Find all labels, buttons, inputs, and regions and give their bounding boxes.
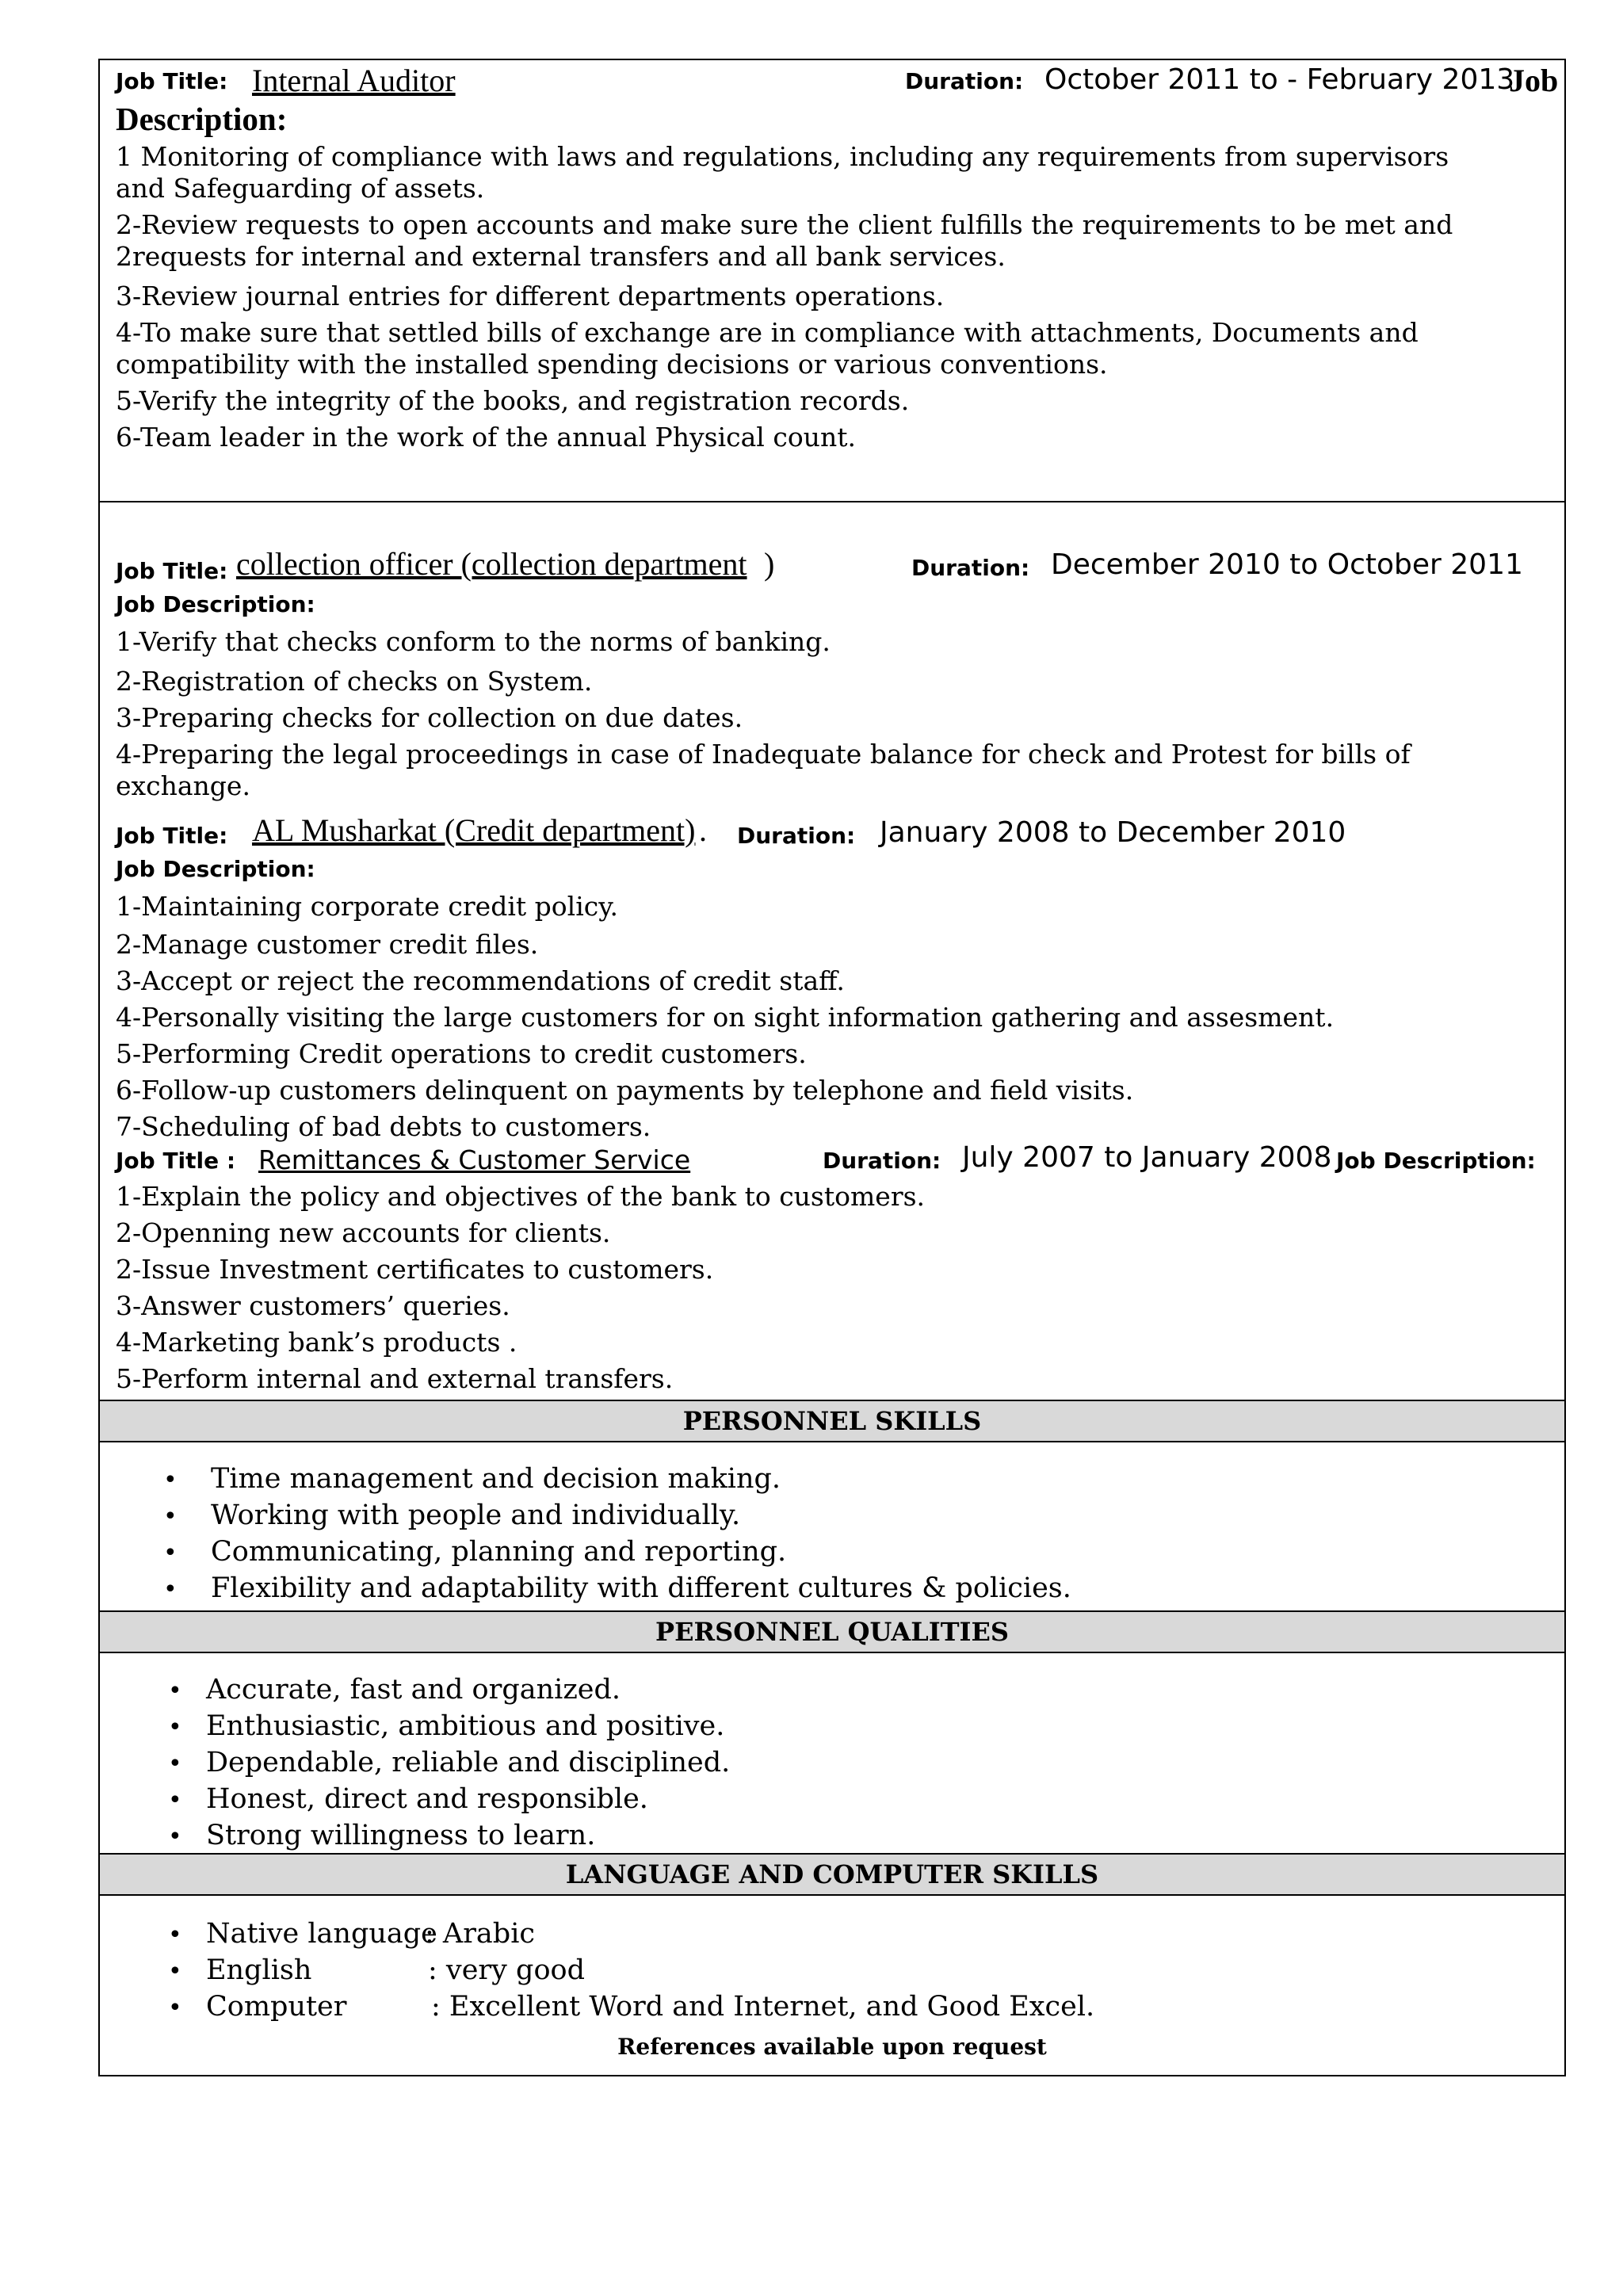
bullet-icon: •	[168, 1823, 182, 1851]
bullet-icon: •	[168, 1786, 182, 1814]
job-description-line: 6-Team leader in the work of the annual Physical count.	[116, 422, 856, 453]
job-description-line: and Safeguarding of assets.	[116, 173, 485, 204]
job-description-line: 3-Preparing checks for collection on due dates.	[116, 702, 743, 733]
job-title-label: Job Title:	[116, 558, 228, 584]
job-title-label: Job Title :	[116, 1148, 236, 1174]
job-title-value: Remittances & Customer Service	[258, 1144, 691, 1175]
job-title-label: Job Title:	[116, 68, 228, 94]
resume-page	[98, 59, 1566, 2076]
duration-label: Duration:	[911, 555, 1030, 581]
section-heading-bar	[100, 1853, 1564, 1896]
job-description-line: 5-Verify the integrity of the books, and registration records.	[116, 385, 910, 416]
job-title-suffix: )	[764, 546, 775, 582]
job-description-label: Description:	[116, 101, 288, 137]
job-description-label: Job Description:	[116, 856, 315, 882]
bullet-icon: •	[163, 1539, 178, 1567]
bullet-icon: •	[163, 1466, 178, 1494]
job-title-value: collection officer (collection department	[236, 546, 747, 582]
job-description-line: 4-To make sure that settled bills of exchange are in compliance with attachments, Documents and	[116, 317, 1419, 348]
duration-value: July 2007 to January 2008	[962, 1141, 1332, 1174]
list-item: Dependable, reliable and disciplined.	[206, 1747, 731, 1778]
job-description-line: 2-Review requests to open accounts and make sure the client fulfills the requirements to be met and	[116, 209, 1453, 240]
list-item: Communicating, planning and reporting.	[211, 1536, 787, 1568]
language-value: : Excellent Word and Internet, and Good Excel.	[431, 1991, 1095, 2023]
bullet-icon: •	[168, 1750, 182, 1778]
job-title-suffix: .	[699, 812, 707, 848]
list-item: Working with people and individually.	[211, 1499, 741, 1531]
language-label: Computer	[206, 1991, 347, 2023]
job-description-line: 3-Answer customers’ queries.	[116, 1290, 510, 1321]
job-description-line: 4-Personally visiting the large customers for on sight information gathering and assesment.	[116, 1002, 1335, 1033]
bullet-icon: •	[168, 1677, 182, 1705]
section-heading: PERSONNEL QUALITIES	[655, 1617, 1009, 1647]
job-title-value: Internal Auditor	[252, 63, 456, 98]
duration-label: Duration:	[905, 68, 1024, 94]
list-item: Enthusiastic, ambitious and positive.	[206, 1710, 725, 1742]
job-description-label: Job Description:	[116, 591, 315, 617]
section-heading: PERSONNEL SKILLS	[682, 1406, 982, 1436]
job-title-label: Job Title:	[116, 823, 228, 849]
job-description-line: 3-Review journal entries for different departments operations.	[116, 281, 945, 311]
job-description-line: 1-Maintaining corporate credit policy.	[116, 891, 618, 922]
language-label: English	[206, 1954, 312, 1986]
list-item: Honest, direct and responsible.	[206, 1783, 648, 1815]
job-description-line: 4-Marketing bank’s products .	[116, 1327, 517, 1358]
job-description-line: 2-Issue Investment certificates to customers.	[116, 1254, 714, 1285]
section-heading: LANGUAGE AND COMPUTER SKILLS	[565, 1859, 1099, 1889]
list-item: Strong willingness to learn.	[206, 1820, 596, 1851]
section-heading-bar	[100, 1610, 1564, 1653]
job-title-value: AL Musharkat (Credit department)	[252, 812, 696, 848]
job-description-line: 6-Follow-up customers delinquent on payments by telephone and field visits.	[116, 1075, 1134, 1106]
language-value: : very good	[428, 1954, 585, 1986]
references-note: References available upon request	[617, 2034, 1047, 2060]
bullet-icon: •	[168, 1921, 182, 1949]
bullet-icon: •	[163, 1576, 178, 1603]
job-description-line: exchange.	[116, 770, 250, 801]
job-description-line: 1 Monitoring of compliance with laws and regulations, including any requirements from supervisors	[116, 141, 1449, 172]
job-description-line: 2-Openning new accounts for clients.	[116, 1217, 611, 1248]
duration-value: October 2011 to - February 2013	[1044, 63, 1515, 96]
list-item: Flexibility and adaptability with different cultures & policies.	[211, 1572, 1071, 1604]
job-description-line: 1-Explain the policy and objectives of the bank to customers.	[116, 1181, 926, 1212]
bullet-icon: •	[163, 1503, 178, 1530]
bullet-icon: •	[168, 1713, 182, 1741]
job-description-line: 4-Preparing the legal proceedings in case of Inadequate balance for check and Protest for bills of	[116, 739, 1411, 770]
job-description-label: Job Description:	[1336, 1148, 1536, 1174]
job-description-line: 2requests for internal and external transfers and all bank services.	[116, 241, 1006, 272]
bullet-icon: •	[168, 1958, 182, 1985]
list-item: Accurate, fast and organized.	[206, 1674, 621, 1706]
job-description-line: 2-Manage customer credit files.	[116, 929, 539, 960]
section-heading-bar	[100, 1400, 1564, 1442]
list-item: Time management and decision making.	[211, 1463, 781, 1495]
job-description-line: 3-Accept or reject the recommendations of credit staff.	[116, 965, 845, 996]
job-word: Job	[1509, 63, 1559, 98]
job-description-line: 5-Perform internal and external transfers.	[116, 1363, 674, 1394]
job-description-line: 1-Verify that checks conform to the norms of banking.	[116, 626, 831, 657]
duration-value: December 2010 to October 2011	[1051, 548, 1523, 581]
duration-value: January 2008 to December 2010	[880, 816, 1346, 849]
language-label: Native language	[206, 1918, 437, 1950]
job-description-line: 2-Registration of checks on System.	[116, 666, 593, 697]
duration-label: Duration:	[823, 1148, 941, 1174]
job-description-line: 7-Scheduling of bad debts to customers.	[116, 1111, 651, 1142]
job-description-line: compatibility with the installed spending decisions or various conventions.	[116, 349, 1108, 380]
bullet-icon: •	[168, 1994, 182, 2022]
job-description-line: 5-Performing Credit operations to credit customers.	[116, 1038, 807, 1069]
section-divider	[100, 501, 1564, 502]
language-value: : Arabic	[425, 1918, 535, 1950]
duration-label: Duration:	[737, 823, 856, 849]
